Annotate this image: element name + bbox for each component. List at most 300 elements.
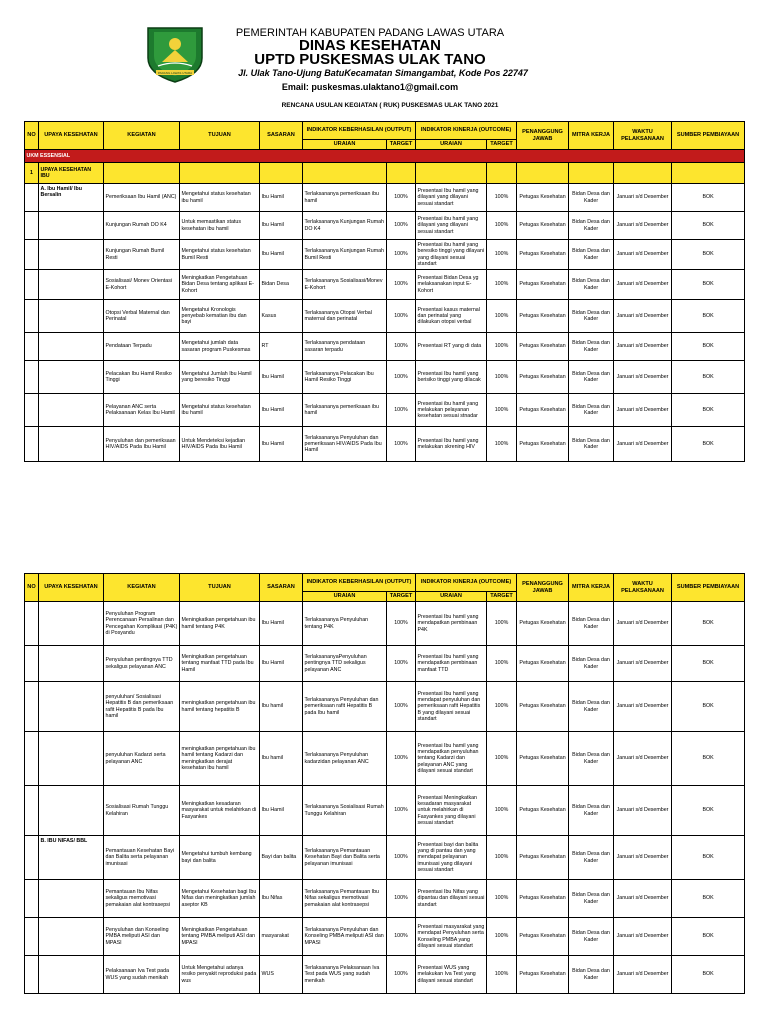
cell-upaya — [39, 918, 104, 956]
col-upaya: UPAYA KESEHATAN — [39, 574, 104, 602]
table-row — [25, 836, 745, 880]
cell-tujuan: Meningkatkan Pengetahuan Bidan Desa tentang aplikasi E-Kohort — [180, 270, 260, 300]
cell-mitra: Bidan Desa dan Kader — [569, 394, 614, 427]
cell-tujuan: Meningkatkan pengetahuan ibu hamil tentang P4K — [180, 602, 260, 646]
cell-sasaran: Ibu Hamil — [260, 212, 303, 240]
cell-sasaran: Ibu Hamil — [260, 646, 303, 682]
cell-no — [25, 786, 39, 836]
cell-mitra: Bidan Desa dan Kader — [569, 212, 614, 240]
cell-sumber: BOK — [672, 184, 745, 212]
svg-text:PADANG LAWAS UTARA: PADANG LAWAS UTARA — [157, 71, 193, 75]
col-output-uraian: URAIAN — [303, 592, 387, 602]
col-outcome-target: TARGET — [487, 592, 517, 602]
cell-mitra: Bidan Desa dan Kader — [569, 646, 614, 682]
cell-out-uraian: Terlaksananya pemeriksaan ibu hamil — [303, 394, 387, 427]
cell-upaya — [39, 427, 104, 462]
cell-kin-target: 100% — [487, 361, 517, 394]
cell-out-target: 100% — [387, 732, 416, 786]
cell-pj: Petugas Kesehatan — [517, 300, 569, 333]
cell-mitra: Bidan Desa dan Kader — [569, 240, 614, 270]
cell-no — [25, 682, 39, 732]
section-row-upaya-ibu — [25, 163, 745, 184]
cell-tujuan: meningkatkan pengetahuan ibu hamil tentang hepatitis B — [180, 682, 260, 732]
cell-sumber: BOK — [672, 646, 745, 682]
col-output-uraian: URAIAN — [303, 140, 387, 150]
cell-waktu: Januari s/d Desember — [614, 786, 672, 836]
email-label: Email: — [281, 82, 312, 92]
cell-out-target: 100% — [387, 300, 416, 333]
cell-out-uraian: Terlaksananya Penyuluhan dan pemeriksaan HIV/AIDS Pada Ibu Hamil — [303, 427, 387, 462]
cell-sumber: BOK — [672, 956, 745, 994]
cell-no — [25, 427, 39, 462]
table-row — [25, 602, 745, 646]
cell-mitra: Bidan Desa dan Kader — [569, 786, 614, 836]
cell-pj: Petugas Kesehatan — [517, 333, 569, 361]
cell-upaya — [39, 333, 104, 361]
cell-kegiatan: Sosialisasi/ Monev Orientasi E-Kohort — [104, 270, 180, 300]
cell-kegiatan: Penyuluhan Program Perencanaan Persalinan dan Pencegahan Komplikasi (P4K) di Posyandu — [104, 602, 180, 646]
cell-out-uraian: Terlaksananya Sosialisasi/Monev E-Kohort — [303, 270, 387, 300]
cell-kin-uraian: Presentasi ibu hamil yang dilayani yang dilayani sesuai standart — [416, 212, 487, 240]
table-row — [25, 361, 745, 394]
col-output-target: TARGET — [387, 140, 416, 150]
col-penanggung: PENANGGUNG JAWAB — [517, 574, 569, 602]
cell-waktu: Januari s/d Desember — [614, 270, 672, 300]
cell-sasaran: masyarakat — [260, 918, 303, 956]
cell-upaya — [39, 956, 104, 994]
cell-waktu: Januari s/d Desember — [614, 682, 672, 732]
col-outcome-uraian: URAIAN — [416, 592, 487, 602]
document-title: RENCANA USULAN KEGIATAN ( RUK) PUSKESMAS ULAK TANO 2021 — [281, 102, 499, 109]
cell-mitra: Bidan Desa dan Kader — [569, 427, 614, 462]
cell-kin-target: 100% — [487, 427, 517, 462]
col-outcome-target: TARGET — [487, 140, 517, 150]
cell-waktu: Januari s/d Desember — [614, 333, 672, 361]
col-sasaran: SASARAN — [260, 574, 303, 602]
cell-sumber: BOK — [672, 361, 745, 394]
cell-kin-uraian: Presentasi Ibu Nifas yang dipantau dan dilayani sesuai standart — [416, 880, 487, 918]
cell-pj: Petugas Kesehatan — [517, 956, 569, 994]
cell-upaya: A. Ibu Hamil/ Ibu Bersalin — [39, 184, 104, 212]
cell-out-uraian: Terlaksananya Pemantauan Kesehatan Bayi dan Balita serta pelayanan imunisasi — [303, 836, 387, 880]
cell-sumber: BOK — [672, 300, 745, 333]
col-indikator-outcome: INDIKATOR KINERJA (OUTCOME) — [416, 122, 517, 140]
col-upaya: UPAYA KESEHATAN — [39, 122, 104, 150]
cell-kin-uraian: Presentasi Ibu hamil yang mendapatkan penyuluhan tentang Kadarzi dan pelayanan ANC yang dilayani sesuai standart — [416, 732, 487, 786]
cell-kegiatan: Kunjungan Rumah DO K4 — [104, 212, 180, 240]
cell-waktu: Januari s/d Desember — [614, 361, 672, 394]
cell-out-target: 100% — [387, 602, 416, 646]
cell-kegiatan: Penyuluhan dan Konseling PMBA meliputi ASI dan MPASI — [104, 918, 180, 956]
cell-no — [25, 836, 39, 880]
col-indikator-output: INDIKATOR KEBERHASILAN (OUTPUT) — [303, 122, 416, 140]
cell-out-uraian: Terlaksananya Kunjungan Rumah Bumil Resti — [303, 240, 387, 270]
cell-no — [25, 732, 39, 786]
cell-out-uraian: Terlaksananya Pelaksanaan Iva Test pada WUS yang sudah menikah — [303, 956, 387, 994]
cell-kin-uraian: Presentasi ibu hamil yang beresiko tinggi yang dilayani yang dilayani sesuai standart — [416, 240, 487, 270]
cell-tujuan: meningkatkan pengetahuan ibu hamil tentang Kadarzi dan meningkatkan derajat kesehatan ibu hamil — [180, 732, 260, 786]
cell-sumber: BOK — [672, 270, 745, 300]
cell-kin-target: 100% — [487, 212, 517, 240]
district-logo-icon — [142, 24, 208, 84]
cell-out-target: 100% — [387, 333, 416, 361]
cell-out-target: 100% — [387, 880, 416, 918]
cell-upaya: B. IBU NIFAS/ BBL — [39, 836, 104, 880]
cell-pj: Petugas Kesehatan — [517, 361, 569, 394]
cell-pj: Petugas Kesehatan — [517, 646, 569, 682]
cell-out-uraian: Terlaksananya Penyuluhan dan pemeriksaan rafit Hepatitis B pada Ibu hamil — [303, 682, 387, 732]
cell-tujuan: Mengetahui status kesehatan ibu hamil — [180, 184, 260, 212]
cell-sasaran: Bidan Desa — [260, 270, 303, 300]
cell-kin-uraian: Presentasi Ibu hamil yang mendapatkan pembinaan manfaat TTD — [416, 646, 487, 682]
cell-kin-target: 100% — [487, 333, 517, 361]
cell-waktu: Januari s/d Desember — [614, 394, 672, 427]
cell-waktu: Januari s/d Desember — [614, 427, 672, 462]
cell-sasaran: Ibu Hamil — [260, 427, 303, 462]
cell-sumber: BOK — [672, 602, 745, 646]
cell-out-target: 100% — [387, 682, 416, 732]
table-row — [25, 427, 745, 462]
table-row — [25, 646, 745, 682]
section-row-ukm — [25, 150, 745, 163]
cell-no — [25, 880, 39, 918]
header-puskesmas: UPTD PUSKESMAS ULAK TANO — [254, 51, 486, 68]
cell-waktu: Januari s/d Desember — [614, 240, 672, 270]
cell-sumber: BOK — [672, 240, 745, 270]
cell-waktu: Januari s/d Desember — [614, 300, 672, 333]
cell-upaya — [39, 682, 104, 732]
cell-waktu: Januari s/d Desember — [614, 918, 672, 956]
cell-upaya — [39, 240, 104, 270]
cell-out-target: 100% — [387, 394, 416, 427]
cell-out-target: 100% — [387, 646, 416, 682]
cell-out-target: 100% — [387, 956, 416, 994]
header-email — [200, 82, 540, 92]
cell-out-uraian: Terlaksananya Pelacakan Ibu Hamil Resiko Tinggi — [303, 361, 387, 394]
cell-upaya — [39, 212, 104, 240]
col-tujuan: TUJUAN — [180, 122, 260, 150]
section-ukm-label: UKM ESSENSIAL — [25, 150, 745, 163]
cell-kin-uraian: Presentasi bayi dan balita yang di pantau dan yang mendapat pelayanan imunisasi yang dilayani sesuai standart — [416, 836, 487, 880]
cell-kegiatan: Pelaksanaan Iva Test pada WUS yang sudah menikah — [104, 956, 180, 994]
cell-kin-target: 100% — [487, 300, 517, 333]
col-sumber: SUMBER PEMBIAYAAN — [672, 574, 745, 602]
cell-out-target: 100% — [387, 836, 416, 880]
section-upaya-label: UPAYA KESEHATAN IBU — [39, 163, 104, 184]
cell-pj: Petugas Kesehatan — [517, 732, 569, 786]
col-no: NO — [25, 574, 39, 602]
cell-sasaran: Ibu Hamil — [260, 394, 303, 427]
cell-no — [25, 184, 39, 212]
cell-pj: Petugas Kesehatan — [517, 427, 569, 462]
cell-pj: Petugas Kesehatan — [517, 918, 569, 956]
col-penanggung: PENANGGUNG JAWAB — [517, 122, 569, 150]
cell-waktu: Januari s/d Desember — [614, 836, 672, 880]
cell-out-target: 100% — [387, 361, 416, 394]
cell-out-target: 100% — [387, 918, 416, 956]
col-waktu: WAKTU PELAKSANAAN — [614, 122, 672, 150]
cell-tujuan: Mengetahui Kronologis penyebab kematian ibu dan bayi — [180, 300, 260, 333]
cell-waktu: Januari s/d Desember — [614, 880, 672, 918]
cell-waktu: Januari s/d Desember — [614, 646, 672, 682]
cell-out-uraian: Terlaksananya Penyuluhan kadarzidan pelayanan ANC — [303, 732, 387, 786]
cell-sumber: BOK — [672, 427, 745, 462]
cell-out-uraian: Terlaksananya Otopsi Verbal maternal dan perinatal — [303, 300, 387, 333]
col-kegiatan: KEGIATAN — [104, 574, 180, 602]
cell-upaya — [39, 880, 104, 918]
cell-pj: Petugas Kesehatan — [517, 184, 569, 212]
cell-out-uraian: Terlaksananya Penyuluhan dan Konseling PMBA meliputi ASI dan MPASI — [303, 918, 387, 956]
cell-mitra: Bidan Desa dan Kader — [569, 918, 614, 956]
cell-no — [25, 394, 39, 427]
cell-upaya — [39, 300, 104, 333]
cell-sasaran: Ibu hamil — [260, 732, 303, 786]
cell-kin-uraian: Presentasi Meningkatkan kesadaran masyarakat untuk melahirkan di Fasyankes yang dilayani sesuai standart — [416, 786, 487, 836]
table-row — [25, 300, 745, 333]
cell-pj: Petugas Kesehatan — [517, 786, 569, 836]
document-header — [0, 0, 768, 120]
cell-no — [25, 361, 39, 394]
cell-out-target: 100% — [387, 270, 416, 300]
table-row — [25, 682, 745, 732]
cell-sasaran: Ibu Hamil — [260, 184, 303, 212]
cell-tujuan: Meningkatkan Pengetahuan tentang PMBA meliputi ASI dan MPASI — [180, 918, 260, 956]
table-row — [25, 212, 745, 240]
cell-kegiatan: Sosialisasi Rumah Tunggu Kelahiran — [104, 786, 180, 836]
cell-pj: Petugas Kesehatan — [517, 836, 569, 880]
cell-out-target: 100% — [387, 240, 416, 270]
table-row — [25, 270, 745, 300]
cell-waktu: Januari s/d Desember — [614, 212, 672, 240]
cell-sumber: BOK — [672, 394, 745, 427]
cell-kin-target: 100% — [487, 918, 517, 956]
cell-no — [25, 956, 39, 994]
cell-kin-target: 100% — [487, 270, 517, 300]
cell-sumber: BOK — [672, 333, 745, 361]
col-output-target: TARGET — [387, 592, 416, 602]
cell-kegiatan: Pelayanan ANC serta Pelaksanaan Kelas Ibu Hamil — [104, 394, 180, 427]
col-no: NO — [25, 122, 39, 150]
cell-pj: Petugas Kesehatan — [517, 682, 569, 732]
cell-out-uraian: Terlaksananya Pemantauan Ibu Nifas sekaligus memotivasi pemakaian alat kontrasepsi — [303, 880, 387, 918]
cell-tujuan: Untuk Mendeteksi kejadian HIV/AIDS Pada Ibu Hamil — [180, 427, 260, 462]
cell-sasaran: Ibu hamil — [260, 682, 303, 732]
cell-sasaran: Kasus — [260, 300, 303, 333]
cell-pj: Petugas Kesehatan — [517, 394, 569, 427]
cell-sumber: BOK — [672, 786, 745, 836]
col-tujuan: TUJUAN — [180, 574, 260, 602]
cell-upaya — [39, 786, 104, 836]
cell-sasaran: Bayi dan balita — [260, 836, 303, 880]
table-row — [25, 880, 745, 918]
cell-no — [25, 333, 39, 361]
cell-kin-target: 100% — [487, 956, 517, 994]
cell-kin-uraian: Presentasi Ibu hamil yang mendapatkan pembinaan P4K — [416, 602, 487, 646]
cell-no — [25, 212, 39, 240]
cell-pj: Petugas Kesehatan — [517, 270, 569, 300]
cell-kegiatan: Pemantauan Ibu Nifas sekaligus memotivasi pemakaian alat kontrasepsi — [104, 880, 180, 918]
cell-kin-target: 100% — [487, 682, 517, 732]
cell-kin-uraian: Presentasi Ibu hamil yang berisiko tinggi yang dilacak — [416, 361, 487, 394]
cell-no — [25, 270, 39, 300]
cell-sasaran: RT — [260, 333, 303, 361]
col-indikator-outcome: INDIKATOR KINERJA (OUTCOME) — [416, 574, 517, 592]
cell-out-target: 100% — [387, 427, 416, 462]
cell-no — [25, 240, 39, 270]
table-row — [25, 918, 745, 956]
cell-mitra: Bidan Desa dan Kader — [569, 270, 614, 300]
cell-tujuan: Mengetahui Kesehatan bagi Ibu Nifas dan meningkatkan jumlah aseptor KB — [180, 880, 260, 918]
cell-kin-target: 100% — [487, 836, 517, 880]
cell-sumber: BOK — [672, 682, 745, 732]
cell-kegiatan: Otopsi Verbal Maternal dan Perinatal — [104, 300, 180, 333]
cell-sasaran: Ibu Hamil — [260, 240, 303, 270]
cell-sasaran: Ibu Hamil — [260, 786, 303, 836]
cell-pj: Petugas Kesehatan — [517, 240, 569, 270]
cell-out-target: 100% — [387, 212, 416, 240]
table-row — [25, 333, 745, 361]
cell-mitra: Bidan Desa dan Kader — [569, 956, 614, 994]
cell-tujuan: Mengetahui status kesehatan Bumil Resti — [180, 240, 260, 270]
cell-pj: Petugas Kesehatan — [517, 212, 569, 240]
cell-waktu: Januari s/d Desember — [614, 732, 672, 786]
table-row — [25, 240, 745, 270]
cell-kegiatan: penyuluhan Kadarzi serta pelayanan ANC — [104, 732, 180, 786]
cell-mitra: Bidan Desa dan Kader — [569, 836, 614, 880]
cell-sasaran: Ibu Nifas — [260, 880, 303, 918]
cell-tujuan: Untuk memastikan status kesehatan ibu hamil — [180, 212, 260, 240]
cell-pj: Petugas Kesehatan — [517, 602, 569, 646]
ruk-table-page-2 — [24, 573, 745, 994]
cell-kin-uraian: Presentasi WUS yang melakukan Iva Test yang dilayani sesuai standart — [416, 956, 487, 994]
cell-waktu: Januari s/d Desember — [614, 184, 672, 212]
col-mitra: MITRA KERJA — [569, 122, 614, 150]
cell-kegiatan: penyuluhan/ Sosialisasi Hepatitis B dan pemeriksaan rafit Hepatitis B pada Ibu hamil — [104, 682, 180, 732]
cell-sumber: BOK — [672, 212, 745, 240]
ruk-table-page-1 — [24, 121, 745, 462]
cell-kin-uraian: Presentasi Ibu hamil yang melakukan skrening HIV — [416, 427, 487, 462]
section-number: 1 — [25, 163, 39, 184]
cell-out-uraian: Terlaksananya pendataan sasaran terpadu — [303, 333, 387, 361]
cell-sumber: BOK — [672, 732, 745, 786]
cell-pj: Petugas Kesehatan — [517, 880, 569, 918]
cell-sumber: BOK — [672, 836, 745, 880]
cell-kegiatan: Pemeriksaan Ibu Hamil (ANC) — [104, 184, 180, 212]
header-agency: DINAS KESEHATAN — [299, 37, 441, 54]
table-row — [25, 184, 745, 212]
col-mitra: MITRA KERJA — [569, 574, 614, 602]
cell-out-uraian: Terlaksananya Sosialisasi Rumah Tunggu Kelahiran — [303, 786, 387, 836]
table-row — [25, 394, 745, 427]
cell-kin-uraian: Presentasi masyarakat yang mendapat Penyuluhan serta Konseling PMBA yang dilayani sesuai standart — [416, 918, 487, 956]
cell-sumber: BOK — [672, 918, 745, 956]
col-kegiatan: KEGIATAN — [104, 122, 180, 150]
header-government: PEMERINTAH KABUPATEN PADANG LAWAS UTARA — [235, 27, 505, 39]
cell-kin-target: 100% — [487, 880, 517, 918]
cell-no — [25, 602, 39, 646]
table-row — [25, 956, 745, 994]
cell-tujuan: Mengetahui tumbuh kembang bayi dan balita — [180, 836, 260, 880]
cell-out-uraian: Terlaksananya pemeriksaan ibu hamil — [303, 184, 387, 212]
cell-kin-uraian: Presentasi Ibu hamil yang mendapat penyuluhan dan pemeriksaan rafit Hepatitis B yang dilayani sesuai standart — [416, 682, 487, 732]
col-indikator-output: INDIKATOR KEBERHASILAN (OUTPUT) — [303, 574, 416, 592]
cell-kin-target: 100% — [487, 394, 517, 427]
cell-out-target: 100% — [387, 786, 416, 836]
header-address: Jl. Ulak Tano-Ujung BatuKecamatan Simangambat, Kode Pos 22747 — [238, 68, 528, 78]
cell-kegiatan: Penyuluhan dan pemeriksaan HIV/AIDS Pada Ibu Hamil — [104, 427, 180, 462]
cell-upaya — [39, 270, 104, 300]
cell-tujuan: Mengetahui Jumlah Ibu Hamil yang beresiko Tinggi — [180, 361, 260, 394]
cell-sasaran: Ibu Hamil — [260, 602, 303, 646]
cell-tujuan: Mengetahui status kesehatan ibu hamil — [180, 394, 260, 427]
col-sasaran: SASARAN — [260, 122, 303, 150]
cell-upaya — [39, 361, 104, 394]
col-outcome-uraian: URAIAN — [416, 140, 487, 150]
cell-mitra: Bidan Desa dan Kader — [569, 682, 614, 732]
cell-kin-uraian: Presentasi kasus maternal dan perinatal yang dilakukan otopsi verbal — [416, 300, 487, 333]
cell-mitra: Bidan Desa dan Kader — [569, 602, 614, 646]
cell-mitra: Bidan Desa dan Kader — [569, 184, 614, 212]
cell-kin-target: 100% — [487, 732, 517, 786]
cell-mitra: Bidan Desa dan Kader — [569, 333, 614, 361]
cell-sumber: BOK — [672, 880, 745, 918]
cell-upaya — [39, 732, 104, 786]
cell-kin-target: 100% — [487, 646, 517, 682]
cell-no — [25, 646, 39, 682]
cell-waktu: Januari s/d Desember — [614, 956, 672, 994]
cell-sasaran: WUS — [260, 956, 303, 994]
table-row — [25, 786, 745, 836]
cell-tujuan: Meningkatkan pengetahuan tentang manfaat TTD pada Ibu Hamil — [180, 646, 260, 682]
cell-out-uraian: Terlaksananya Kunjungan Rumah DO K4 — [303, 212, 387, 240]
cell-kegiatan: Kunjungan Rumah Bumil Resti — [104, 240, 180, 270]
cell-upaya — [39, 394, 104, 427]
cell-out-target: 100% — [387, 184, 416, 212]
cell-tujuan: Meningkatkan kesadaran masyarakat untuk melahirkan di Fasyankes — [180, 786, 260, 836]
cell-kin-target: 100% — [487, 240, 517, 270]
cell-tujuan: Mengetahui jumlah data sasaran program Puskesmas — [180, 333, 260, 361]
col-waktu: WAKTU PELAKSANAAN — [614, 574, 672, 602]
cell-no — [25, 918, 39, 956]
cell-mitra: Bidan Desa dan Kader — [569, 880, 614, 918]
cell-kin-target: 100% — [487, 786, 517, 836]
cell-kin-target: 100% — [487, 602, 517, 646]
email-link[interactable]: puskesmas.ulaktano1@gmail.com — [311, 82, 459, 92]
cell-no — [25, 300, 39, 333]
cell-out-uraian: TerlaksananyaPenyuluhan pentingnya TTD sekaligus pelayanan ANC — [303, 646, 387, 682]
cell-mitra: Bidan Desa dan Kader — [569, 361, 614, 394]
col-sumber: SUMBER PEMBIAYAAN — [672, 122, 745, 150]
cell-kin-uraian: Presentasi Bidan Desa yg melaksanakan input E-Kohort — [416, 270, 487, 300]
cell-sasaran: Ibu Hamil — [260, 361, 303, 394]
cell-waktu: Januari s/d Desember — [614, 602, 672, 646]
cell-kin-uraian: Presentasi Ibu hamil yang dilayani yang dilayani sesuai standart — [416, 184, 487, 212]
cell-mitra: Bidan Desa dan Kader — [569, 732, 614, 786]
cell-out-uraian: Terlaksananya Penyuluhan tentang P4K — [303, 602, 387, 646]
cell-mitra: Bidan Desa dan Kader — [569, 300, 614, 333]
cell-kegiatan: Penyuluhan pentingnya TTD sekaligus pelayanan ANC — [104, 646, 180, 682]
cell-kegiatan: Pendataan Terpadu — [104, 333, 180, 361]
cell-upaya — [39, 646, 104, 682]
cell-kegiatan: Pelacakan Ibu Hamil Resiko Tinggi — [104, 361, 180, 394]
cell-upaya — [39, 602, 104, 646]
cell-kin-uraian: Presentasi RT yang di data — [416, 333, 487, 361]
cell-tujuan: Untuk Mengetahui adanya resiko penyakit reproduksi pada wus — [180, 956, 260, 994]
table-row — [25, 732, 745, 786]
cell-kin-uraian: Presentasi ibu hamil yang melakukan pelayanan kesehatan sesuai stnadar — [416, 394, 487, 427]
cell-kin-target: 100% — [487, 184, 517, 212]
cell-kegiatan: Pemantauan Kesehatan Bayi dan Balita serta pelayanan imunisasi — [104, 836, 180, 880]
